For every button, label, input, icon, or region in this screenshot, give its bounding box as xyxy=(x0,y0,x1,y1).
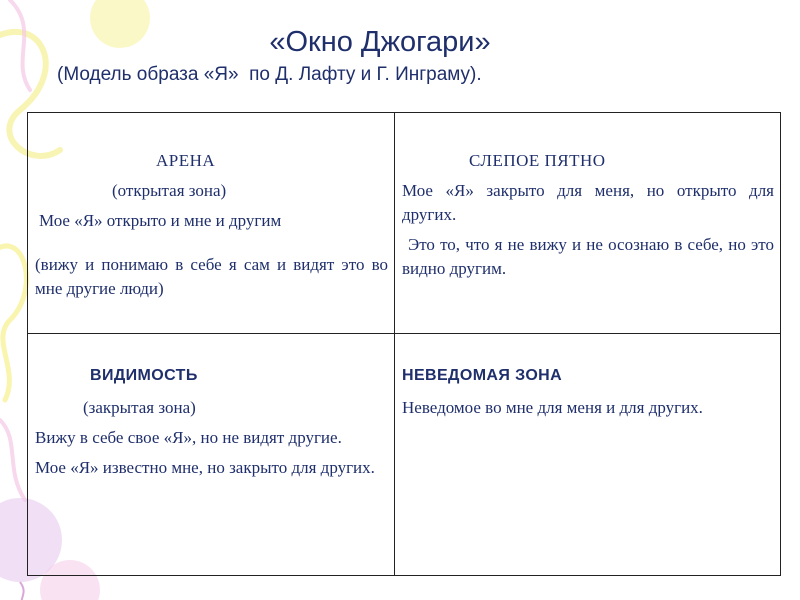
visibility-zone: (закрытая зона) xyxy=(83,398,196,417)
slide-title: «Окно Джогари» xyxy=(269,26,491,58)
blind-spot-line-1: Мое «Я» закрыто для меня, но открыто для других. xyxy=(402,181,774,224)
arena-zone: (открытая зона) xyxy=(112,181,227,200)
quadrant-unknown xyxy=(395,334,781,576)
unknown-heading: НЕВЕДОМАЯ ЗОНА xyxy=(402,367,563,384)
visibility-heading: ВИДИМОСТЬ xyxy=(90,367,198,384)
blind-spot-heading: СЛЕПОЕ ПЯТНО xyxy=(469,151,606,170)
visibility-line-1: Вижу в себе свое «Я», но не видят другие. xyxy=(35,428,342,447)
arena-line-2: (вижу и понимаю в себе я сам и видят это во мне другие люди) xyxy=(35,255,388,298)
quadrant-arena xyxy=(28,113,395,334)
unknown-line-1: Неведомое во мне для меня и для других. xyxy=(402,398,703,417)
table-row xyxy=(28,334,781,576)
johari-window-table xyxy=(27,112,781,576)
arena-line-1: Мое «Я» открыто и мне и другим xyxy=(39,211,282,230)
arena-heading: АРЕНА xyxy=(156,151,216,170)
quadrant-visibility xyxy=(28,334,395,576)
slide-subtitle: (Модель образа «Я» по Д. Лафту и Г. Инграму). xyxy=(57,64,482,85)
visibility-line-2: Мое «Я» известно мне, но закрыто для других. xyxy=(35,458,375,477)
balloon-string xyxy=(20,582,25,600)
table-row xyxy=(28,113,781,334)
quadrant-blind-spot xyxy=(395,113,781,334)
blind-spot-line-2: Это то, что я не вижу и не осознаю в себе, но это видно другим. xyxy=(402,235,774,278)
